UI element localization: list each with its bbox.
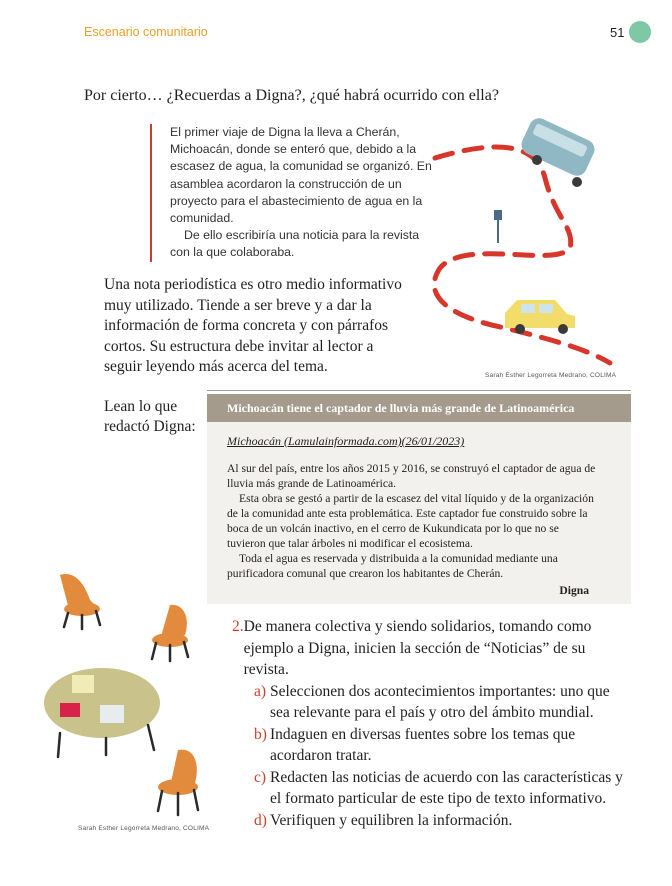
news-paragraph-1: Al sur del país, entre los años 2015 y 2016, se construyó el captador de agua de lluvia más grande de Latinoamérica.: [227, 462, 596, 490]
news-signature: Digna: [559, 584, 589, 597]
quote-paragraph-1: El primer viaje de Digna la lleva a Cherán, Michoacán, donde se enteró que, debido a la escasez de agua, la comunidad se organizó. En asamblea acordaron la construcción de un proyecto para el abastecimiento de agua en la comunidad.: [170, 125, 432, 226]
news-body: [227, 461, 597, 581]
community-icon: [629, 21, 651, 43]
activity-subitem-a: [254, 681, 628, 724]
activity-number: 2.: [232, 618, 244, 635]
page-number: 51: [610, 25, 625, 40]
subitem-text: Redacten las noticias de acuerdo con las características y el formato particular de este tipo de texto informativo.: [270, 768, 623, 807]
subitem-letter: a): [254, 682, 267, 700]
activity-list: [232, 616, 628, 831]
bus-icon: [518, 118, 598, 187]
quote-paragraph-2: De ello escribiría una noticia para la revista con la que colaboraba.: [170, 228, 420, 260]
activity-subitem-c: [254, 767, 628, 810]
classroom-illustration: [30, 565, 220, 825]
news-article: [207, 394, 631, 604]
activity-subitem-d: [254, 810, 628, 832]
chair-icon: [158, 750, 198, 815]
news-headline: Michoacán tiene el captador de lluvia más grande de Latinoamérica: [207, 394, 631, 422]
chair-icon: [152, 605, 188, 661]
table-icon: [44, 668, 160, 757]
read-prompt: Lean lo que redactó Digna:: [104, 398, 196, 435]
subitem-text: Verifiquen y equilibren la información.: [270, 811, 513, 829]
subitem-letter: b): [254, 725, 267, 743]
illustration-credit-bottom: Sarah Esther Legorreta Medrano, COLIMA: [78, 825, 210, 832]
bus-stop-icon: [494, 210, 502, 243]
section-label: Escenario comunitario: [84, 25, 208, 39]
activity-item: [232, 616, 628, 681]
divider: [207, 390, 631, 391]
intro-question: Por cierto… ¿Recuerdas a Digna?, ¿qué habrá ocurrido con ella?: [84, 87, 499, 104]
subitem-letter: c): [254, 768, 267, 786]
news-meta: Michoacán (Lamulainformada.com)(26/01/2023): [227, 434, 465, 448]
story-quote: [150, 124, 440, 262]
news-paragraph-2: Esta obra se gestó a partir de la escasez del vital líquido y de la organización de la comunidad ante esta problemática. Este captador fue construido sobre la boca de un volcán inactivo, en el cerro de Kukundicata por lo que no se tuvieron que talar árboles ni modificar el ecosistema.: [227, 492, 594, 550]
subitem-letter: d): [254, 811, 267, 829]
taxi-icon: [505, 300, 575, 334]
illustration-credit-top: Sarah Esther Legorreta Medrano, COLIMA: [485, 372, 617, 379]
activity-subitem-b: [254, 724, 628, 767]
chair-icon: [60, 574, 100, 629]
news-paragraph-3: Toda el agua es reservada y distribuida a la comunidad mediante una purificadora comunal que crearon los habitantes de Cherán.: [227, 552, 558, 580]
road-illustration: [425, 118, 615, 370]
subitem-text: Indaguen en diversas fuentes sobre los temas que acordaron tratar.: [270, 725, 576, 764]
subitem-text: Seleccionen dos acontecimientos importantes: uno que sea relevante para el país y otro del ámbito mundial.: [270, 682, 610, 721]
news-explanation: Una nota periodística es otro medio informativo muy utilizado. Tiende a ser breve y a dar la información de forma concreta y con párrafos cortos. Su estructura debe invitar al lector a seguir leyendo más acerca del tema.: [104, 276, 402, 375]
activity-text: De manera colectiva y siendo solidarios, tomando como ejemplo a Digna, inicien la sección de “Noticias” de su revista.: [243, 618, 592, 678]
